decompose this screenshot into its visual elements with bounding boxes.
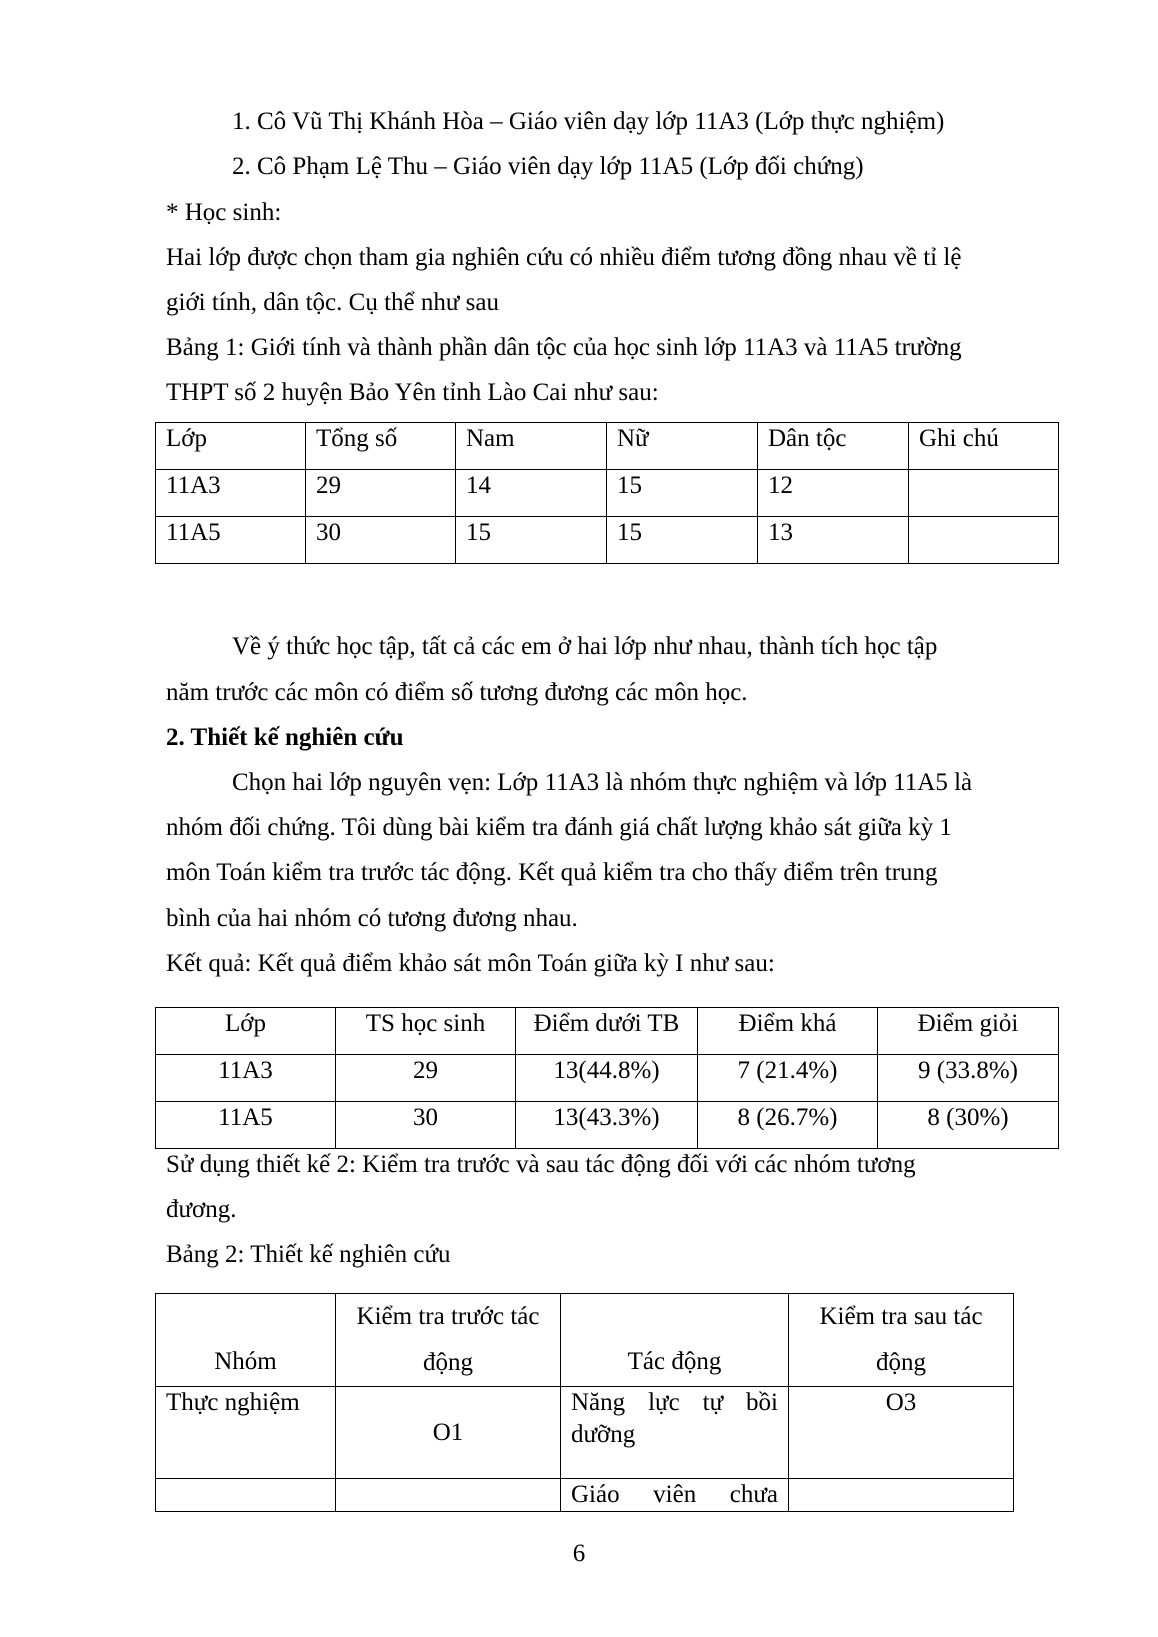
table-header-cell: Nữ	[607, 423, 758, 470]
table-header-cell: Điểm giỏi	[878, 1008, 1059, 1055]
table-cell: 11A5	[156, 1102, 336, 1149]
table-cell: O3	[789, 1387, 1014, 1479]
table-cell: 13(43.3%)	[516, 1102, 698, 1149]
table-header-row	[156, 423, 1059, 470]
table-cell: Giáo viên chưa	[561, 1479, 789, 1512]
table-header-cell: Lớp	[156, 1008, 336, 1055]
table-cell: 15	[456, 517, 607, 564]
table-header-cell	[336, 1294, 561, 1387]
table-cell: 11A5	[156, 517, 306, 564]
table-cell: 11A3	[156, 470, 306, 517]
results-caption: Kết quả: Kết quả điểm khảo sát môn Toán giữa kỳ I như sau:	[166, 950, 775, 977]
table-row	[156, 1102, 1059, 1149]
table-cell	[789, 1479, 1014, 1512]
table-cell	[909, 517, 1059, 564]
students-paragraph-line-2: giới tính, dân tộc. Cụ thể như sau	[166, 289, 499, 316]
table-cell: 9 (33.8%)	[878, 1055, 1059, 1102]
header-line: động	[876, 1349, 926, 1376]
table-row	[156, 517, 1059, 564]
header-line: Kiểm tra trước tác	[356, 1303, 540, 1330]
table-row	[156, 1479, 1014, 1512]
students-heading: * Học sinh:	[166, 199, 282, 226]
table-cell	[156, 1479, 336, 1512]
table-header-cell: Nam	[456, 423, 607, 470]
table-row	[156, 1055, 1059, 1102]
section-2-title: 2. Thiết kế nghiên cứu	[166, 724, 404, 751]
table-cell	[336, 1479, 561, 1512]
cell-line: Năng lực tự bồi	[571, 1389, 778, 1416]
table-cell	[561, 1387, 789, 1479]
table-cell: 15	[607, 517, 758, 564]
table-header-cell: Tổng số	[306, 423, 456, 470]
table-header-cell	[789, 1294, 1014, 1387]
header-line: Kiểm tra sau tác	[819, 1303, 983, 1330]
table-header-cell: Điểm khá	[698, 1008, 878, 1055]
table-cell: 15	[607, 470, 758, 517]
table-header-cell: Dân tộc	[758, 423, 909, 470]
table-cell: 30	[336, 1102, 516, 1149]
table-header-cell: Tác động	[561, 1294, 789, 1387]
table1-caption-line-2: THPT số 2 huyện Bảo Yên tỉnh Lào Cai như sau:	[166, 379, 659, 406]
table-cell: 30	[306, 517, 456, 564]
header-line: động	[423, 1349, 473, 1376]
design-line-4: bình của hai nhóm có tương đương nhau.	[166, 905, 578, 932]
table-research-design	[155, 1293, 1014, 1512]
table1-caption-line-1: Bảng 1: Giới tính và thành phần dân tộc của học sinh lớp 11A3 và 11A5 trường	[166, 334, 962, 361]
teacher-line-1: 1. Cô Vũ Thị Khánh Hòa – Giáo viên dạy lớp 11A3 (Lớp thực nghiệm)	[232, 108, 945, 135]
table-header-cell: Điểm dưới TB	[516, 1008, 698, 1055]
design-line-1: Chọn hai lớp nguyên vẹn: Lớp 11A3 là nhóm thực nghiệm và lớp 11A5 là	[232, 769, 973, 796]
table-midterm-results	[155, 1007, 1059, 1149]
table-cell: 7 (21.4%)	[698, 1055, 878, 1102]
design2-line-2: đương.	[166, 1196, 237, 1223]
table-cell: 13(44.8%)	[516, 1055, 698, 1102]
teacher-line-2: 2. Cô Phạm Lệ Thu – Giáo viên dạy lớp 11A5 (Lớp đối chứng)	[232, 153, 864, 180]
attitude-line-1: Về ý thức học tập, tất cả các em ở hai lớp như nhau, thành tích học tập	[232, 633, 938, 660]
table-gender-ethnicity	[155, 422, 1059, 564]
table-row	[156, 1387, 1014, 1479]
table-header-row	[156, 1008, 1059, 1055]
table-header-cell: Lớp	[156, 423, 306, 470]
table-cell: 8 (30%)	[878, 1102, 1059, 1149]
table-cell: 29	[336, 1055, 516, 1102]
table-row	[156, 470, 1059, 517]
design-line-2: nhóm đối chứng. Tôi dùng bài kiểm tra đánh giá chất lượng khảo sát giữa kỳ 1	[166, 814, 952, 841]
table-cell: 29	[306, 470, 456, 517]
table-header-cell: Ghi chú	[909, 423, 1059, 470]
table-cell: 13	[758, 517, 909, 564]
table-cell: Thực nghiệm	[156, 1387, 336, 1479]
table-header-cell: TS học sinh	[336, 1008, 516, 1055]
attitude-line-2: năm trước các môn có điểm số tương đương các môn học.	[166, 679, 748, 706]
design-line-3: môn Toán kiểm tra trước tác động. Kết quả kiểm tra cho thấy điểm trên trung	[166, 859, 938, 886]
students-paragraph-line-1: Hai lớp được chọn tham gia nghiên cứu có nhiều điểm tương đồng nhau về tỉ lệ	[166, 244, 962, 271]
design2-line-1: Sử dụng thiết kế 2: Kiểm tra trước và sau tác động đối với các nhóm tương	[166, 1151, 916, 1178]
table-cell: 14	[456, 470, 607, 517]
table-cell	[909, 470, 1059, 517]
table-cell: 11A3	[156, 1055, 336, 1102]
table-cell: O1	[336, 1387, 561, 1479]
table-header-cell: Nhóm	[156, 1294, 336, 1387]
cell-line: dưỡng	[571, 1421, 636, 1448]
table-header-row	[156, 1294, 1014, 1387]
table-cell: 12	[758, 470, 909, 517]
table2-caption: Bảng 2: Thiết kế nghiên cứu	[166, 1241, 451, 1268]
page-number: 6	[572, 1540, 586, 1567]
table-cell: 8 (26.7%)	[698, 1102, 878, 1149]
